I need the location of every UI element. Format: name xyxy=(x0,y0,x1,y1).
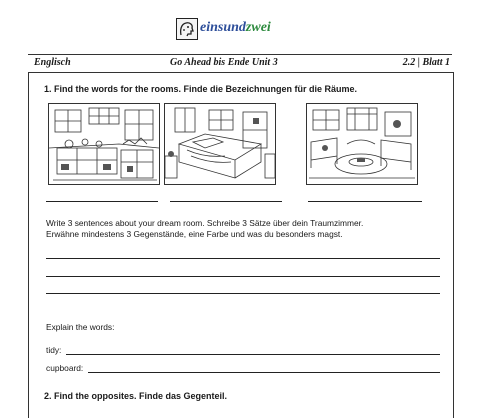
subject-label: Englisch xyxy=(34,57,71,68)
writing-line-3[interactable] xyxy=(46,293,440,294)
bedroom-picture xyxy=(164,103,276,185)
answer-blank-2[interactable] xyxy=(170,201,282,202)
writing-instruction-2: Erwähne mindestens 3 Gegenstände, eine Farbe und was du besonders magst. xyxy=(46,229,343,239)
unit-label: Go Ahead bis Ende Unit 3 xyxy=(170,57,278,68)
logo xyxy=(176,18,306,44)
writing-line-1[interactable] xyxy=(46,258,440,259)
writing-instruction-1: Write 3 sentences about your dream room. Schreibe 3 Sätze über dein Traumzimmer. xyxy=(46,218,364,228)
explain-word-tidy: tidy: xyxy=(46,345,62,355)
cupboard-answer-line[interactable] xyxy=(88,372,440,373)
sheet-label: 2.2 | Blatt 1 xyxy=(402,57,450,68)
brand-name: einsundzwei xyxy=(200,20,271,35)
explain-title: Explain the words: xyxy=(46,322,115,332)
kitchen-picture xyxy=(48,103,160,185)
header-top-rule xyxy=(28,54,452,55)
answer-blank-3[interactable] xyxy=(308,201,422,202)
exercise2-title: 2. Find the opposites. Finde das Gegenteil. xyxy=(44,391,228,401)
tidy-answer-line[interactable] xyxy=(66,354,440,355)
talking-face-icon xyxy=(176,18,198,40)
answer-blank-1[interactable] xyxy=(46,201,158,202)
explain-word-cupboard: cupboard: xyxy=(46,363,84,373)
writing-line-2[interactable] xyxy=(46,276,440,277)
living-room-picture xyxy=(306,103,418,185)
exercise1-title: 1. Find the words for the rooms. Finde die Bezeichnungen für die Räume. xyxy=(44,84,358,94)
